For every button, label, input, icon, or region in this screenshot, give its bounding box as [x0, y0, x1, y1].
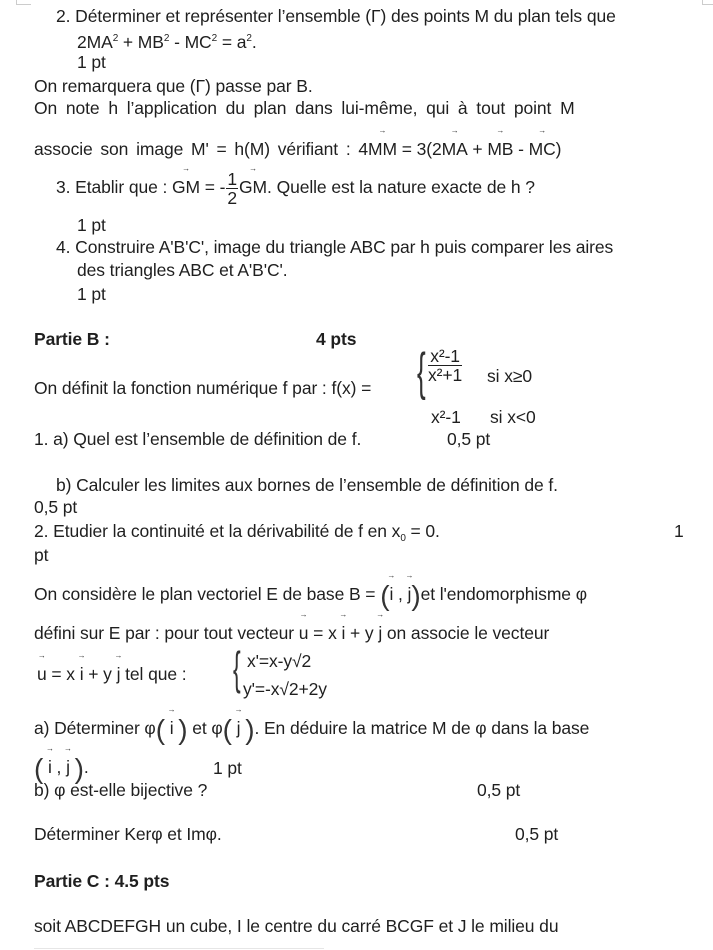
- text: défini sur E par : pour tout vecteur: [34, 623, 299, 643]
- paren-open: (: [222, 714, 232, 745]
- vector-space-definition: [34, 623, 549, 644]
- text: = 3(2: [396, 139, 442, 159]
- vector-i: → i: [341, 623, 345, 644]
- text: ): [555, 139, 562, 159]
- partie-c-title: Partie C : 4.5 pts: [34, 871, 170, 891]
- partie-b-title: Partie B :: [34, 329, 110, 349]
- text: Etablir que :: [75, 177, 173, 198]
- vector-mm: → MM: [368, 139, 397, 160]
- function-definition: On définit la fonction numérique f par : f(x) =: [34, 378, 372, 398]
- numerator: x²-1: [428, 347, 462, 366]
- equation-term: - MC: [169, 32, 212, 52]
- question-2: [56, 6, 616, 27]
- text: a) Déterminer φ: [34, 718, 156, 738]
- question-b-points: 0,5 pt: [477, 780, 521, 800]
- text: On considère le plan vectoriel E de base B =: [34, 584, 381, 604]
- question-2-continuity: [34, 521, 440, 542]
- text: on associe le vecteur: [382, 623, 550, 643]
- vector-j: → j: [117, 664, 121, 685]
- question-number: 2.: [56, 6, 71, 26]
- operator: -: [513, 139, 529, 159]
- text: = x: [308, 623, 342, 643]
- question-2-points-num: 1: [674, 521, 684, 541]
- text: . En déduire la matrice M de φ dans la base: [254, 718, 590, 738]
- partie-b-points: 4 pts: [316, 329, 357, 349]
- question-1b-points: 0,5 pt: [34, 497, 78, 517]
- comma: ,: [393, 584, 408, 604]
- vector-ma: → MA: [442, 139, 468, 160]
- text: 2. Etudier la continuité et la dérivabilité de f en x: [34, 521, 401, 541]
- paren-close: ): [74, 753, 84, 784]
- vector-mb: → MB: [487, 139, 513, 160]
- note-application-h: On note h l’application du plan dans lui-même, qui à tout point M: [34, 98, 575, 118]
- vector-u-prime: → u: [37, 664, 47, 685]
- comma: ,: [51, 757, 67, 777]
- question-a-basis: ( → i , → j ).: [34, 757, 89, 780]
- question-2-points-unit: pt: [34, 545, 49, 565]
- question-a-phi: [34, 714, 590, 745]
- paren-open: (: [155, 714, 165, 745]
- note-h-definition: [34, 139, 561, 160]
- equation-term: = a: [217, 32, 247, 52]
- question-b-bijective: b) φ est-elle bijective ?: [34, 780, 208, 800]
- text: = 0.: [405, 521, 440, 541]
- subscript: 0: [400, 533, 406, 544]
- case1-condition: si x≥0: [487, 366, 532, 386]
- vector-image-definition: [37, 664, 187, 685]
- paren-close: ): [245, 714, 255, 745]
- question-2-equation: [77, 32, 257, 53]
- equation-term: 2MA: [77, 32, 113, 52]
- vector-gm: → GM: [239, 177, 267, 198]
- vector-j: → j: [378, 623, 382, 644]
- denominator: 2: [227, 188, 238, 208]
- page-corner-mark-left: [16, 0, 31, 5]
- vector-j: → j: [66, 757, 70, 778]
- question-number: 3.: [56, 177, 71, 198]
- text: associe son image M' = h(M) vérifiant : 4: [34, 139, 368, 159]
- numerator: 1: [227, 169, 238, 189]
- text: . Quelle est la nature exacte de h ?: [267, 177, 535, 198]
- paren-open: (: [34, 753, 44, 784]
- vector-i: → i: [389, 584, 393, 605]
- question-3-points: 1 pt: [77, 215, 106, 235]
- question-ker-im-points: 0,5 pt: [515, 824, 559, 844]
- partie-c-intro: soit ABCDEFGH un cube, I le centre du carré BCGF et J le milieu du: [34, 916, 559, 936]
- question-1b: b) Calculer les limites aux bornes de l’ensemble de définition de f.: [56, 475, 558, 495]
- question-text: Construire A'B'C', image du triangle ABC par h puis comparer les aires: [75, 237, 614, 257]
- text: + y: [345, 623, 379, 643]
- system-equation-2: y'=-x√2+2y: [243, 679, 327, 699]
- question-ker-im: Déterminer Kerφ et Imφ.: [34, 824, 222, 844]
- system-equation-1: x'=x-y√2: [247, 651, 312, 671]
- page-divider: [34, 948, 324, 949]
- question-4-points: 1 pt: [77, 284, 106, 304]
- vector-u: → u: [299, 623, 309, 644]
- case1-fraction: [427, 347, 463, 384]
- fraction-one-half: [226, 170, 238, 207]
- case2-condition: si x<0: [490, 407, 536, 427]
- question-text: Déterminer et représenter l’ensemble (Γ) des points M du plan tels que: [75, 6, 616, 26]
- paren-open: (: [380, 580, 390, 611]
- vector-i: → i: [170, 718, 174, 739]
- note-gamma-passes-b: On remarquera que (Γ) passe par B.: [34, 76, 313, 96]
- text: = -: [200, 177, 226, 198]
- paren-close: ): [411, 580, 421, 611]
- denominator: x²+1: [428, 365, 463, 385]
- piecewise-brace: {: [417, 343, 426, 401]
- equation-term: + MB: [118, 32, 164, 52]
- equation-end: .: [251, 32, 257, 52]
- vector-gm-prime: → GM: [172, 177, 200, 198]
- text: et φ: [187, 718, 223, 738]
- vector-i: → i: [80, 664, 84, 685]
- question-number: 4.: [56, 237, 71, 257]
- question-4: [56, 237, 613, 258]
- question-3: [56, 170, 535, 207]
- exponent: 2: [163, 33, 170, 44]
- exponent: 2: [246, 33, 252, 44]
- system-brace: {: [233, 642, 241, 694]
- paren-close: ): [178, 714, 188, 745]
- vector-j: → j: [408, 584, 412, 605]
- question-2-points: 1 pt: [77, 52, 106, 72]
- exponent: 2: [211, 33, 218, 44]
- page-corner-mark-right: [702, 0, 713, 5]
- text: = x: [46, 664, 75, 684]
- vector-i: → i: [48, 757, 52, 778]
- text: et l'endomorphisme φ: [420, 584, 587, 604]
- question-1a: 1. a) Quel est l’ensemble de définition de f.: [34, 429, 362, 449]
- operator: +: [467, 139, 488, 159]
- vector-j: → j: [237, 718, 241, 739]
- question-4-line2: des triangles ABC et A'B'C'.: [77, 260, 288, 280]
- question-1a-points: 0,5 pt: [447, 429, 491, 449]
- text: + y: [83, 664, 112, 684]
- exponent: 2: [112, 33, 119, 44]
- fraction: [428, 347, 462, 384]
- text: tel que :: [120, 664, 187, 684]
- case2-expression: x²-1: [431, 407, 461, 427]
- vector-space-intro: [34, 580, 587, 611]
- vector-mc: → MC: [529, 139, 556, 160]
- question-a-points: 1 pt: [213, 758, 242, 778]
